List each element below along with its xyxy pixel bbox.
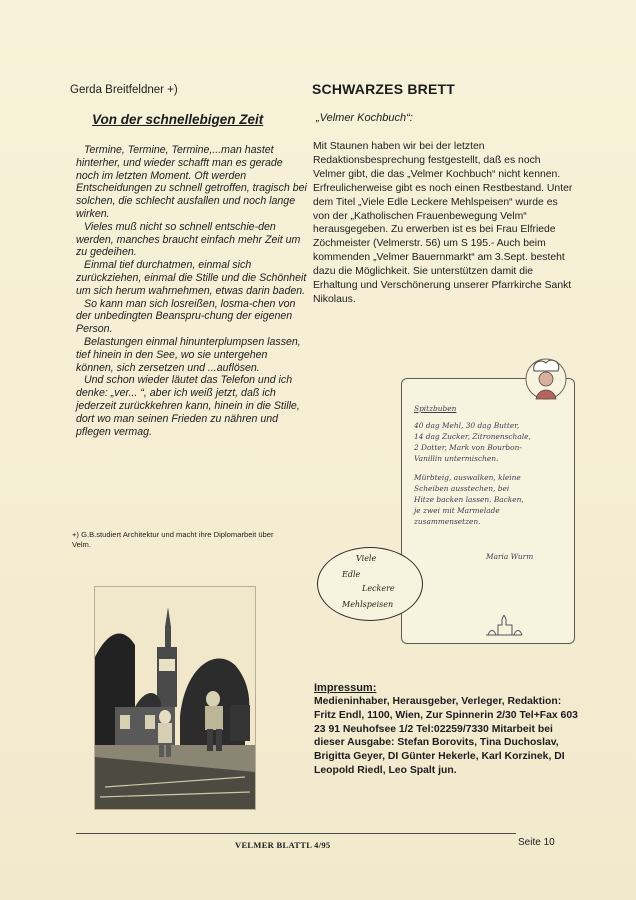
chef-logo-icon xyxy=(520,357,572,403)
author-name: Gerda Breitfeldner +) xyxy=(70,84,178,96)
cookbook-seal xyxy=(317,547,423,621)
seal-word: Viele xyxy=(356,554,377,563)
essay-paragraph: Belastungen einmal hinunterplumpsen lassen, tief hinein in den See, wo sie untergehen können, sich zersetzen und ...auflösen. xyxy=(76,335,301,374)
recipe-line: Mürbteig, auswalken, kleine xyxy=(414,473,521,482)
page-number: Seite 10 xyxy=(518,837,555,848)
seal-word: Mehlspeisen xyxy=(342,600,394,609)
essay-paragraph: Termine, Termine, Termine,...man hastet hinterher, und wieder schafft man es gerade noch im letzten Moment. Oft werden Entscheidungen zu schnell getroffen, tragisch bei solchen, die schlecht ausfallen und noch lange wirken. xyxy=(76,144,307,220)
seal-word: Edle xyxy=(342,570,361,579)
recipe-line: zusammensetzen. xyxy=(414,517,481,526)
cookbook-text: Mit Staunen haben wir bei der letzten Redaktionsbesprechung festgestellt, daß es noch Velmer gibt, die das „Velmer Kochbuch“ nicht kennen. Erfreulicherweise gibt es noch einen Restbestand. Unter dem Titel „Viele Edle Leckere Mehlspeisen“ wurde es von der „Katholischen Frauenbewegung Velm“ herausgegeben. Zu erwerben ist es bei Frau Elfriede Zöchmeister (Velmerstr. 56) um S 195.- Auch beim kommenden „Velmer Bauernmarkt“ am 3.Sept. besteht dazu die Möglichkeit. Sie unterstützen damit die Erhaltung und Verschönerung unserer Pfarrkirche Sankt Nikolaus. xyxy=(313,141,573,305)
bulletin-heading: SCHWARZES BRETT xyxy=(312,81,455,97)
recipe-title: Spitzbuben xyxy=(414,404,457,413)
impressum-text: Medieninhaber, Herausgeber, Verleger, Redaktion: Fritz Endl, 1100, Wien, Zur Spinnerin 2/30 Tel+Fax 603 23 91 Neuhofsee 1/2 Tel:02259/7330 Mitarbeit bei dieser Ausgabe: Stefan Borovits, Tina Duchoslav, Brigitta Geyer, DI Günter Hekerle, Karl Korzinek, DI Leopold Riedl, Leo Spalt jun. xyxy=(314,696,578,776)
footer-divider xyxy=(76,833,516,834)
essay-paragraph: Vieles muß nicht so schnell entschie-den werden, manches braucht einfach mehr Zeit um zu gedeihen. xyxy=(76,220,301,259)
essay-paragraph: Und schon wieder läutet das Telefon und ich denke: „ver... “, aber ich weiß jetzt, daß ich jederzeit zurückkehren kann, hinein in die Stille, dort wo man seinen Frieden zu nähren und pflegen vermag. xyxy=(76,374,300,438)
recipe-line: 40 dag Mehl, 30 dag Butter, xyxy=(414,421,520,430)
church-photo-illustration xyxy=(95,587,255,809)
essay-paragraph: Einmal tief durchatmen, einmal sich zurückziehen, einmal die Stille und die Schönheit um sich herum wahrnehmen, etwas darin baden. xyxy=(76,259,307,297)
recipe-handwriting xyxy=(414,403,564,562)
cookbook-subheading: „Velmer Kochbuch“: xyxy=(316,112,413,124)
recipe-line: je zwei mit Marmelade xyxy=(414,506,500,515)
recipe-line: 2 Dotter, Mark von Bourbon- xyxy=(414,443,522,452)
article-title: Von der schnellebigen Zeit xyxy=(92,112,264,127)
recipe-line: Scheiben ausstechen, bei xyxy=(414,484,510,493)
recipe-line: 14 dag Zucker, Zitronenschale, xyxy=(414,432,531,441)
recipe-line: Vanillin untermischen. xyxy=(414,454,499,463)
recipe-signature: Maria Wurm xyxy=(486,552,534,561)
impressum-heading: Impressum: xyxy=(314,682,377,694)
church-sketch-icon xyxy=(484,615,524,637)
recipe-line: Hitze backen lassen. Backen, xyxy=(414,495,524,504)
issue-label: VELMER BLATTL 4/95 xyxy=(235,840,331,850)
author-footnote: +) G.B.studiert Architektur und macht ihre Diplomarbeit über Velm. xyxy=(72,530,274,549)
church-photo xyxy=(94,586,256,810)
seal-word: Leckere xyxy=(362,584,395,593)
recipe-card xyxy=(401,378,575,644)
essay-text xyxy=(76,144,308,438)
essay-paragraph: So kann man sich losreißen, losma-chen von der unbedingten Beanspru-chung der eigenen Person. xyxy=(76,297,296,336)
